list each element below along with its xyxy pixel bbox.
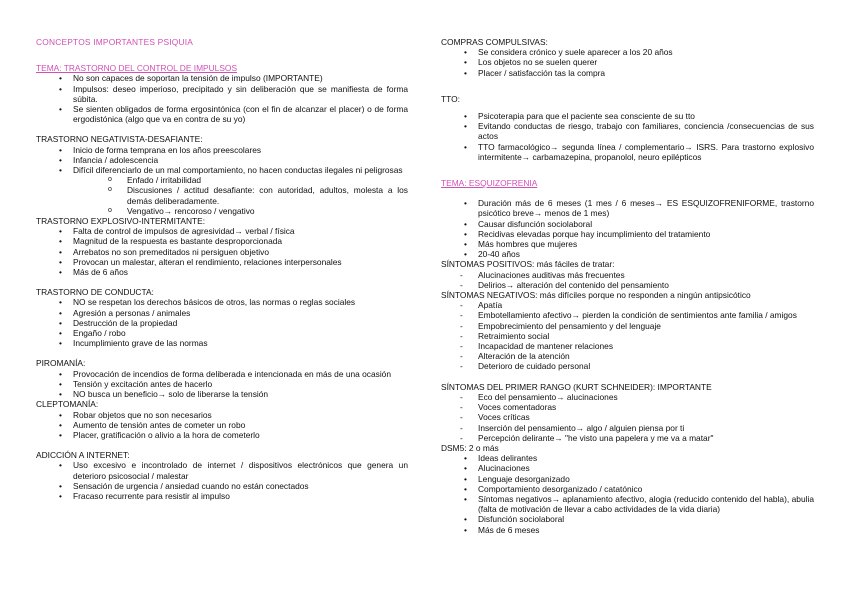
- list-item: • Síntomas negativos→ aplanamiento afectivo, alogia (reducido contenido del habla), abulia (falta de motivación de llevar a cabo actividades de la vida diaria): [441, 494, 814, 514]
- list-item: • No son capaces de soportan la tensión de impulso (IMPORTANTE): [36, 73, 408, 83]
- list-item: - Percepción delirante→ "he visto una papelera y me va a matar": [441, 433, 814, 443]
- list-item: - Voces comentadoras: [441, 402, 814, 412]
- left-column: [36, 37, 408, 501]
- compras-list: [441, 47, 814, 78]
- list-item: • Difícil diferenciarlo de un mal comportamiento, no hacen conductas ilegales ni peligrosas: [36, 165, 408, 175]
- primer-rango-heading: [441, 382, 814, 392]
- internet-list: [36, 460, 408, 501]
- negativos-heading: [441, 290, 814, 300]
- list-item: • Ideas delirantes: [441, 453, 814, 463]
- list-item: • Incumplimiento grave de las normas: [36, 338, 408, 348]
- list-item: - Eco del pensamiento→ alucinaciones: [441, 392, 814, 402]
- primer-rango-label: SÍNTOMAS DEL PRIMER RANGO (KURT SCHNEIDER):: [441, 381, 656, 392]
- list-item: • Placer, gratificación o alivio a la hora de cometerlo: [36, 430, 408, 440]
- list-item: • Recidivas elevadas porque hay incumplimiento del tratamiento: [441, 229, 814, 239]
- list-item: - Incapacidad de mantener relaciones: [441, 341, 814, 351]
- primer-rango-list: [441, 392, 814, 443]
- list-item: • 20-40 años: [441, 249, 814, 259]
- list-item: • Robar objetos que no son necesarios: [36, 410, 408, 420]
- esquizofrenia-list: [441, 198, 814, 259]
- tnd-heading: TRASTORNO NEGATIVISTA-DESAFIANTE:: [36, 134, 203, 145]
- list-item: - Alucinaciones auditivas más frecuentes: [441, 270, 814, 280]
- list-item: • Los objetos no se suelen querer: [441, 57, 814, 67]
- list-item: • Uso excesivo e incontrolado de internet / dispositivos electrónicos que genera un deterioro psicosocial / malestar: [36, 460, 408, 480]
- cleptomania-list: [36, 410, 408, 441]
- list-item: • Falta de control de impulsos de agresividad→ verbal / física: [36, 226, 408, 236]
- sub-list-item: o Discusiones / actitud desafiante: con autoridad, adultos, molesta a los demás deliberadamente.: [36, 185, 408, 205]
- impulse-heading: TEMA: TRASTORNO DEL CONTROL DE IMPULSOS: [36, 63, 238, 74]
- list-item: • Aumento de tensión antes de cometer un robo: [36, 420, 408, 430]
- tto-list: [441, 111, 814, 162]
- piromania-heading: PIROMANÍA:: [36, 358, 86, 369]
- list-item: - Alteración de la atención: [441, 351, 814, 361]
- list-item: • Placer / satisfacción tas la compra: [441, 68, 814, 78]
- list-item: • Disfunción sociolaboral: [441, 514, 814, 524]
- list-item: • NO busca un beneficio→ solo de liberarse la tensión: [36, 389, 408, 399]
- dsm-heading: DSM5: 2 o más: [441, 442, 499, 453]
- negativos-note: más difíciles porque no responden a ningún antipsicótico: [537, 290, 751, 301]
- tei-heading: TRASTORNO EXPLOSIVO-INTERMITANTE:: [36, 216, 206, 227]
- tc-heading: TRASTORNO DE CONDUCTA:: [36, 287, 154, 298]
- list-item: • Impulsos: deseo imperioso, precipitado y sin deliberación que se manifiesta de forma súbita.: [36, 84, 408, 104]
- list-item: - Retraimiento social: [441, 331, 814, 341]
- impulse-list: [36, 73, 408, 124]
- positivos-note: más fáciles de tratar:: [534, 259, 615, 270]
- list-item: • Más hombres que mujeres: [441, 239, 814, 249]
- list-item: • Arrebatos no son premeditados ni persiguen objetivo: [36, 247, 408, 257]
- list-item: • Lenguaje desorganizado: [441, 474, 814, 484]
- list-item: - Inserción del pensamiento→ algo / alguien piensa por ti: [441, 423, 814, 433]
- tc-list: [36, 297, 408, 348]
- list-item: • Sensación de urgencia / ansiedad cuando no están conectados: [36, 481, 408, 491]
- list-item: • Psicoterapia para que el paciente sea consciente de su tto: [441, 111, 814, 121]
- list-item: • Se sienten obligados de forma ergosintónica (con el fin de alcanzar el placer) o de forma ergodistónica (algo que va en contra de su yo): [36, 104, 408, 124]
- list-item: • Comportamiento desorganizado / catatónico: [441, 484, 814, 494]
- list-item: • Engaño / robo: [36, 328, 408, 338]
- list-item: - Apatía: [441, 300, 814, 310]
- document-title: CONCEPTOS IMPORTANTES PSIQUIA: [36, 37, 194, 47]
- right-column: [441, 37, 814, 535]
- list-item: • Provocan un malestar, alteran el rendimiento, relaciones interpersonales: [36, 257, 408, 267]
- piromania-list: [36, 369, 408, 400]
- list-item: • Destrucción de la propiedad: [36, 318, 408, 328]
- list-item: • Agresión a personas / animales: [36, 308, 408, 318]
- list-item: • Provocación de incendios de forma deliberada e intencionada en más de una ocasión: [36, 369, 408, 379]
- internet-heading: ADICCIÓN A INTERNET:: [36, 450, 130, 461]
- positivos-label: SÍNTOMAS POSITIVOS:: [441, 259, 535, 270]
- compras-heading: COMPRAS COMPULSIVAS:: [441, 37, 548, 47]
- list-item: • Evitando conductas de riesgo, trabajo con familiares, conciencia /consecuencias de sus actos: [441, 121, 814, 141]
- list-item: • Infancia / adolescencia: [36, 155, 408, 165]
- esquizofrenia-heading: TEMA: ESQUIZOFRENIA: [441, 178, 538, 189]
- list-item: • Más de 6 años: [36, 267, 408, 277]
- list-item: • Magnitud de la respuesta es bastante desproporcionada: [36, 236, 408, 246]
- negativos-list: [441, 300, 814, 371]
- list-item: - Voces críticas: [441, 412, 814, 422]
- list-item: - Empobrecimiento del pensamiento y del lenguaje: [441, 321, 814, 331]
- negativos-label: SÍNTOMAS NEGATIVOS:: [441, 290, 538, 301]
- sub-list-item: o Vengativo→ rencoroso / vengativo: [36, 206, 408, 216]
- list-item: • Fracaso recurrente para resistir al impulso: [36, 491, 408, 501]
- list-item: • Causar disfunción sociolaboral: [441, 219, 814, 229]
- list-item: • NO se respetan los derechos básicos de otros, las normas o reglas sociales: [36, 297, 408, 307]
- primer-rango-note: IMPORTANTE: [655, 381, 712, 392]
- tei-list: [36, 226, 408, 277]
- list-item: - Embotellamiento afectivo→ pierden la condición de sentimientos ante familia / amigos: [441, 310, 814, 320]
- list-item: • Duración más de 6 meses (1 mes / 6 meses→ ES ESQUIZOFRENIFORME, trastorno psicótico breve→ menos de 1 mes): [441, 198, 814, 218]
- sub-list-item: o Enfado / irritabilidad: [36, 175, 408, 185]
- list-item: • TTO farmacológico→ segunda línea / complementario→ ISRS. Para trastorno explosivo intermitente→ carbamazepina, propanolol, neuro epilépticos: [441, 142, 814, 162]
- cleptomania-heading: CLEPTOMANÍA:: [36, 399, 99, 410]
- tnd-list: [36, 145, 408, 216]
- list-item: • Inicio de forma temprana en los años preescolares: [36, 145, 408, 155]
- dsm-list: [441, 453, 814, 535]
- positivos-list: [441, 270, 814, 290]
- list-item: • Más de 6 meses: [441, 525, 814, 535]
- list-item: • Se considera crónico y suele aparecer a los 20 años: [441, 47, 814, 57]
- positivos-heading: [441, 259, 814, 269]
- list-item: • Tensión y excitación antes de hacerlo: [36, 379, 408, 389]
- list-item: • Alucinaciones: [441, 463, 814, 473]
- list-item: - Delirios→ alteración del contenido del pensamiento: [441, 280, 814, 290]
- list-item: - Deterioro de cuidado personal: [441, 361, 814, 371]
- tto-heading: TTO:: [441, 93, 460, 104]
